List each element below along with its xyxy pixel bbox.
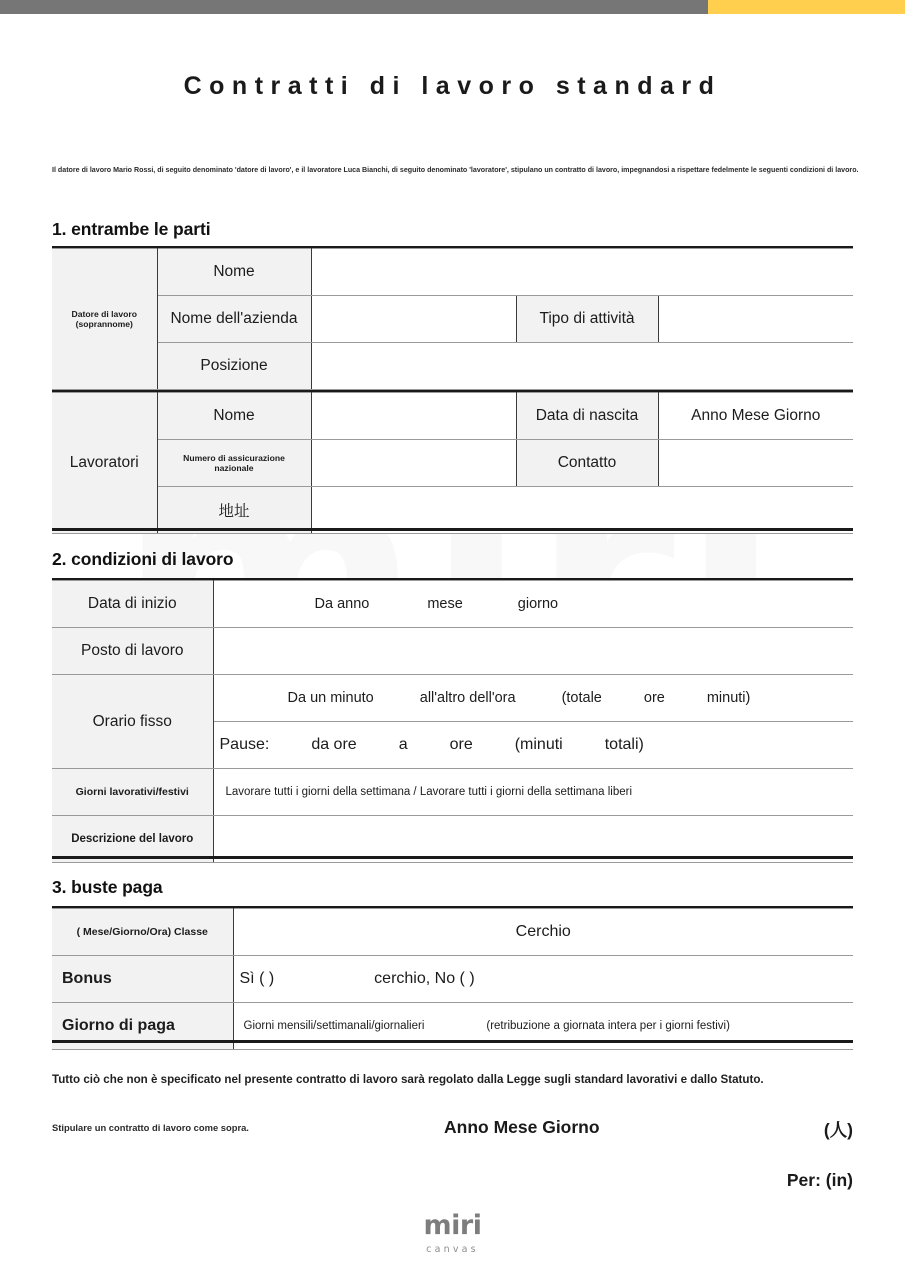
logo-wordmark: miri (423, 1210, 482, 1241)
closing-statement: Tutto ciò che non è specificato nel presente contratto di lavoro sarà regolato dalla Legge sugli standard lavorativi e dallo Statuto. (52, 1073, 764, 1086)
start-date-value[interactable] (213, 581, 853, 628)
section-3-heading: 3. buste paga (52, 877, 163, 897)
breaks-value[interactable] (213, 722, 853, 769)
table-row (52, 769, 853, 816)
fixed-hours-from: Da un minuto (287, 690, 374, 706)
employer-group-label: Datore di lavoro (soprannome) (52, 249, 157, 390)
table-2-bottom-rule (52, 856, 853, 859)
business-type-label: Tipo di attività (516, 296, 658, 343)
logo-subtitle: canvas (426, 1244, 479, 1255)
breaks-minutes-open: (minuti (514, 736, 563, 753)
table-row (52, 440, 853, 487)
table-row (52, 956, 853, 1003)
workplace-label: Posto di lavoro (52, 628, 213, 675)
breaks-minutes-total: totali) (604, 736, 644, 753)
miri-canvas-logo (0, 1212, 905, 1255)
employer-name-value[interactable] (311, 249, 853, 296)
salary-class-value[interactable]: Cerchio (233, 909, 853, 956)
working-conditions-table (52, 580, 853, 863)
breaks-label: Pause: (219, 736, 270, 753)
signature-note: Stipulare un contratto di lavoro come sopra. (52, 1122, 249, 1133)
insurance-number-value[interactable] (311, 440, 516, 487)
table-row (52, 909, 853, 956)
page-title: Contratti di lavoro standard (183, 72, 722, 100)
breaks-to: ore (449, 736, 473, 753)
birthdate-label: Data di nascita (516, 393, 658, 440)
payroll-table (52, 908, 853, 1050)
contact-label: Contatto (516, 440, 658, 487)
fixed-hours-to: all'altro dell'ora (419, 690, 516, 706)
payday-period: Giorni mensili/settimanali/giornalieri (243, 1020, 425, 1032)
worker-group-label: Lavoratori (52, 393, 157, 534)
fixed-hours-hours: ore (643, 690, 665, 706)
worker-name-value[interactable] (311, 393, 516, 440)
table-row (52, 249, 853, 296)
table-row (52, 343, 853, 390)
business-type-value[interactable] (658, 296, 853, 343)
employer-position-label: Posizione (157, 343, 311, 390)
bonus-label: Bonus (52, 956, 233, 1003)
table-row (52, 581, 853, 628)
section-1-heading: 1. entrambe le parti (52, 219, 211, 239)
employer-company-value[interactable] (311, 296, 516, 343)
fixed-hours-value[interactable] (213, 675, 853, 722)
bonus-no-option[interactable]: cerchio, No ( ) (374, 970, 475, 987)
fixed-hours-minutes: minuti) (706, 690, 751, 706)
intro-paragraph: Il datore di lavoro Mario Rossi, di seguito denominato 'datore di lavoro', e il lavoratore Luca Bianchi, di seguito denominato 'lavoratore', stipulano un contratto di lavoro, impegnandosi a rispettare fedelmente le seguenti condizioni di lavoro. (52, 166, 859, 174)
address-label: 地址 (157, 487, 311, 534)
employer-position-value[interactable] (311, 343, 853, 390)
start-date-label: Data di inizio (52, 581, 213, 628)
table-row (52, 628, 853, 675)
job-description-label: Descrizione del lavoro (52, 816, 213, 863)
breaks-to-sep: a (398, 736, 408, 753)
table-row (52, 393, 853, 440)
bonus-yes-option[interactable]: Sì ( ) (239, 970, 275, 987)
table-row (52, 675, 853, 722)
parties-table (52, 248, 853, 390)
signature-for-label[interactable]: Per: (in) (786, 1170, 853, 1190)
start-date-month: mese (427, 596, 463, 612)
signature-person-marker[interactable]: (人) (823, 1120, 853, 1140)
table-3-bottom-rule (52, 1040, 853, 1043)
payday-label: Giorno di paga (52, 1003, 233, 1050)
start-date-day: giorno (517, 596, 559, 612)
workplace-value[interactable] (213, 628, 853, 675)
section-2-heading: 2. condizioni di lavoro (52, 549, 234, 569)
bonus-value[interactable] (233, 956, 853, 1003)
birthdate-value[interactable]: Anno Mese Giorno (658, 393, 853, 440)
employer-company-label: Nome dell'azienda (157, 296, 311, 343)
table-row (52, 296, 853, 343)
fixed-hours-label: Orario fisso (52, 675, 213, 769)
table-row (52, 487, 853, 534)
payday-holiday-note: (retribuzione a giornata intera per i giorni festivi) (486, 1020, 730, 1032)
signature-date[interactable]: Anno Mese Giorno (444, 1117, 600, 1137)
workers-table (52, 392, 853, 534)
worker-name-label: Nome (157, 393, 311, 440)
workdays-value[interactable]: Lavorare tutti i giorni della settimana / Lavorare tutti i giorni della settimana liberi (213, 769, 853, 816)
insurance-number-label: Numero di assicurazione nazionale (157, 440, 311, 487)
fixed-hours-total-open: (totale (561, 690, 602, 706)
table-1-bottom-rule (52, 528, 853, 531)
salary-class-label: ( Mese/Giorno/Ora) Classe (52, 909, 233, 956)
employer-name-label: Nome (157, 249, 311, 296)
contact-value[interactable] (658, 440, 853, 487)
breaks-from: da ore (311, 736, 357, 753)
start-date-year: Da anno (314, 596, 370, 612)
workdays-label: Giorni lavorativi/festivi (52, 769, 213, 816)
address-value[interactable] (311, 487, 853, 534)
